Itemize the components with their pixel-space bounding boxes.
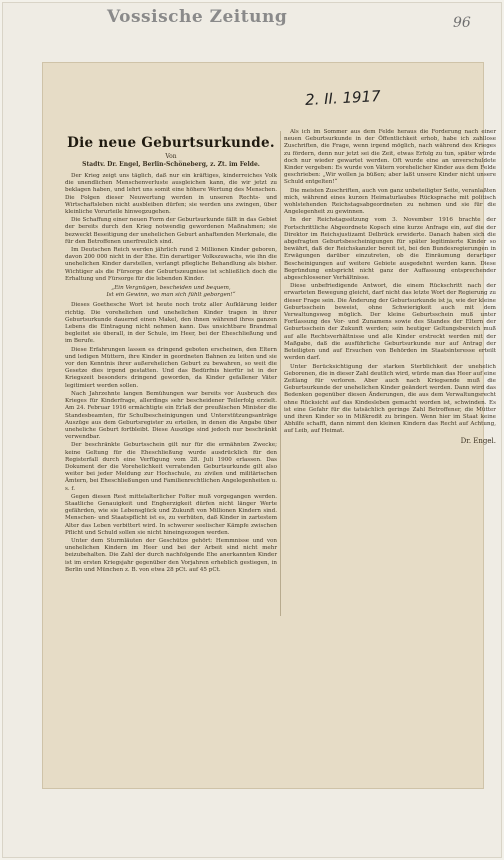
handwritten-date: 2. II. 1917 — [304, 87, 382, 109]
column-divider — [280, 131, 281, 616]
paragraph: Als ich im Sommer aus dem Felde heraus die Forderung nach einer neuen Geburtsurkunde in der Öffentlichkeit erhob, habe ich zahllose Zuschriften, die Frage, wenn irgend möglich, nach während des Krieges zu fördern, denn nur jetzt sei die Zeit, etwas Erfolg zu tun, später würde doch nur wieder gewartet werden. Oft wurde eine an unverschuldete Kinder vergeben: Es wurde von Vätern vorehelicher Kinder aus dem Felde geschrieben: „Wir wollen ja büßen; aber laßt unsere Kinder nicht unsere Schuld entgelten!“ — [284, 129, 496, 186]
article-column-right — [284, 129, 496, 445]
article-title: Die neue Geburtsurkunde. — [67, 135, 275, 151]
paragraph: Diese unbefriedigende Antwort, die einem Rückschritt nach der erwarteten Bewegung gleicht, darf nicht das letzte Wort der Regierung zu dieser Frage sein. Die Änderung der Geburtsurkunde ist ja, wie der kleine Geburtsschein beweist, ohne Schwierigkeit auch mit dem Verwaltungsweg möglich. Der kleine Geburtsschein muß unter Fortlassung des Vor- und Zunamens sowie des Standes der Eltern der Geburtsschein der Zukunft werden; sein heutiger Geltungsbereich muß auf alle Rechtsverhältnisse und alle Kinder erstreckt werden mit der Maßgabe, daß die ausführliche Geburtsurkunde nur auf Antrag der Beteiligten und auf Ersuchen von Behörden im Staatsinteresse erteilt werden darf. — [284, 283, 496, 362]
quoted-verse — [65, 285, 277, 299]
paragraph: Dieses Goethesche Wort ist heute noch trotz aller Aufklärung leider richtig. Die vorehelichen und unehelichen Kinder tragen in ihrer Geburtsurkunde dauernd einen Makel, den ihnen während ihres ganzen Lebens die Eintragung nicht nehmen kann. Das unsichtbare Brandmal begleitet sie überall, in der Schule, im Heer, bei der Eheschließung und im Berufe. — [65, 302, 277, 345]
archive-sheet — [2, 2, 502, 858]
article-signature: Dr. Engel. — [460, 436, 496, 445]
paragraph: Die meisten Zuschriften, auch von ganz unbeteiligter Seite, veranlaßten mich, während eines kurzen Heimaturlaubes Rücksprache mit politisch wohlstehenden Reichstagsabgeordneten zu nehmen und sie für die Angelegenheit zu gewinnen. — [284, 187, 496, 216]
page-number: 96 — [453, 15, 471, 31]
paragraph: In der Reichstagssitzung vom 3. November 1916 brachte der Fortschrittliche Abgeordnete Kopsch eine kurze Anfrage ein, auf die der Direktor im Reichsjustizamt Delbrück erwiderte. Danach haben sich die abgefragten Geburtsbescheinigungen für später legitimierte Kinder so bewährt, daß der Reichskanzler bereit ist, bei den Bundesregierungen in Erwägungen darüber einzutreten, ob die Einräumung derartiger Bescheinigungen auf weitere Gebiete ausgedehnt werden kann. Diese Begründung entspricht nicht ganz der Auffassung entsprechender abgeschlossener Verhältnisse. — [284, 217, 496, 282]
paragraph: Der Krieg zeigt uns täglich, daß nur ein kräftiges, kinderreiches Volk die unendlichen Menschenverluste ausgleichen kann, die wir jetzt zu beklagen haben, und lehrt uns somit eine höhere Wertung des Menschen. Die Folgen dieser Neuwertung werden in unseren Rechts- und Wirtschaftsleben nicht ausbleiben dürfen; sie werden uns zwingen, über kleinliche Vorurteile hinwegzugehen. — [65, 173, 277, 216]
newspaper-masthead: Vossische Zeitung — [107, 7, 288, 27]
paragraph: Diese Erfahrungen lassen es dringend geboten erscheinen, den Eltern und ledigen Müttern, ihre Kinder in geordneten Bahnen zu leiten und sie vor den Kenntnis ihrer außerehelichen Geburt zu bewahren, so weit die Gesetze dies irgend gestatten. Und das Bedürfnis hierfür ist in der Kriegszeit besonders dringend geworden, da Kinder gefallener Väter legitimiert werden sollen. — [65, 346, 277, 389]
byline-von: Von — [165, 153, 177, 160]
paragraph: Der beschränkte Geburtsschein gilt nur für die ermähnten Zwecke; keine Geltung für die Eheschließung wurde ausdrücklich für den Registerfall durch eine Verfügung vom 28. Juli 1900 erlassen. Das Dokument der die Vorehelichkeit verratenden Geburtsurkunde gilt also weiter bei jeder Meldung zur Hochschule, zu zivilen und militärischen Ämtern, bei Eheschließungen und Familienrechtlichen Angelegenheiten u. s. f. — [65, 442, 278, 492]
verse-line: „Ein Vergnügen, bescheiden und bequem, — [111, 285, 231, 292]
paragraph: Die Schaffung einer neuen Form der Geburtsurkunde fällt in das Gebiet der bereits durch den Krieg notwendig gewordenen Maßnahmen; sie bezweckt Beseitigung der unehelichen Geburt anhaftenden Merkmale, die für den Betroffenen unerfreulich sind. — [65, 217, 277, 245]
paragraph: Unter Berücksichtigung der starken Sterblichkeit der unehelich Geborenen, die in dieser Zahl deutlich wird, würde man das Heer auf eine Zeitlang für verloren. Aber auch nach Kriegsende muß die Geburtsurkunde der unehelichen Kinder geändert werden. Dann wird das Bedenken gegenüber diesen Änderungen, die aus dem Verwaltungsrecht ohne Rücksicht auf das Kindesleben gemacht worden ist, schwinden. Es ist eine Gefahr für die tatsächlich geringe Zahl Betroffener, die Mütter und ihren Kinder so in Mißkredit zu bringen. Wenn hier im Staat keine Abhilfe schafft, dann nimmt den kleinen Kindern das Recht auf Achtung, auf Leib, auf Heimat. — [284, 363, 496, 435]
paragraph: Gegen diesen Rest mittelalterlicher Folter muß vorgegangen werden. Staatliche Genauigkeit und Engherzigkeit dürfen nicht länger Werte gefährden, wie sie Lebensglück und Zukunft von Millionen Kindern sind. Menschen- und Staatspflicht ist es, zu verhüten, daß Kinder in zartestem Alter das Leben verbittert wird. In schwerer seelischer Kämpfe zwischen Pflicht und Schuld sollen sie nicht hineingezogen werden. — [65, 493, 277, 536]
paragraph: Nach Jahrzehnte langen Bemühungen war bereits vor Ausbruch des Krieges für Kinderfrage, allerdings sehr bescheidener Teilerfolg erzielt. Am 24. Februar 1916 ermächtigte ein Erlaß der preußischen Minister die Standesbeamten, für Schulbescheinigungen und Unterstützungsanträge Auszüge aus dem Geburtsregister zu erteilen, in denen die Angabe über uneheliche Geburt fortbleibt. Diese Auszüge sind jedoch nur beschränkt verwendbar. — [65, 390, 277, 441]
article-byline: Stadtv. Dr. Engel, Berlin-Schöneberg, z. Zt. im Felde. — [82, 161, 260, 168]
paragraph: Unter dem Sturmläuten der Geschütze gehört: Hemmnisse und von unehelichen Kindern im Heer und bei der Arbeit sind nicht mehr beizubehalten. Die Zahl der durch nachfolgende Ehe anerkannten Kinder ist im ersten Kriegsjahr gegenüber den Vorjahren erheblich gestiegen, in Berlin und München z. B. von etwa 28 pCt. auf 45 pCt. — [65, 537, 277, 573]
verse-line: Ist ein Gewinn, wo man sich fühlt geborgen!“ — [106, 292, 236, 299]
paragraph: Im Deutschen Reich werden jährlich rund 2 Millionen Kinder geboren, davon 200 000 nicht in der Ehe. Ein derartiger Volkszuwachs, wie ihn die unehelichen Kinder darstellen, verlangt pflegliche Behandlung als bisher. Wichtiger als die Fürsorge der Geburtszeugnisse ist schließlich doch die Erhaltung und Fürsorge für die lebenden Kinder. — [65, 247, 277, 282]
newspaper-clipping — [43, 63, 496, 788]
article-column-left — [65, 129, 277, 575]
